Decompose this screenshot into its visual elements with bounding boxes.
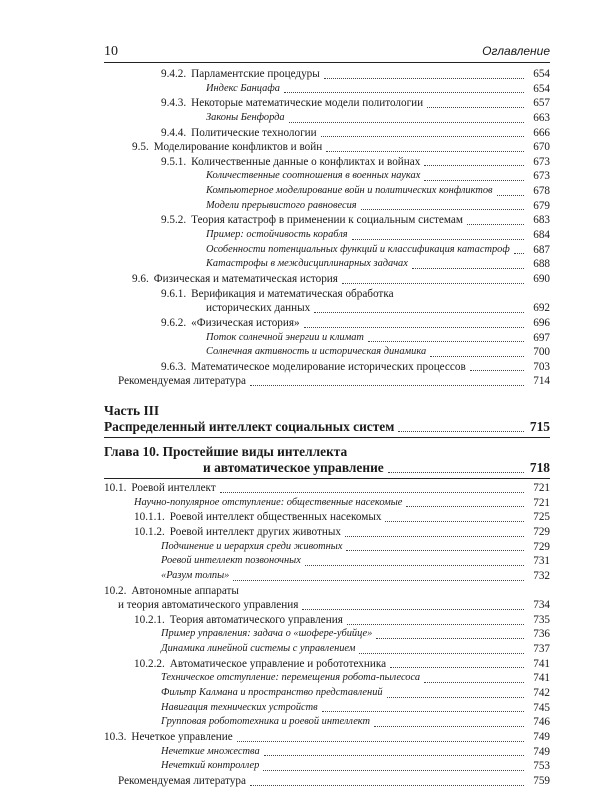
toc-entry-title: исторических данных <box>206 302 311 315</box>
toc-entry-title: Роевой интеллект позвоночных <box>161 555 301 567</box>
dot-leader <box>284 92 524 93</box>
toc-entry-title: и теория автоматического управления <box>118 599 299 612</box>
toc-entry-page: 731 <box>533 555 550 568</box>
toc-entry[interactable] <box>104 642 550 657</box>
part-title[interactable] <box>104 419 550 435</box>
dot-leader <box>385 521 524 522</box>
toc-entry-title: Индекс Банцафа <box>206 82 280 94</box>
toc-entry-number: 9.4.2. <box>161 67 187 80</box>
toc-entry-number: 9.4.3. <box>161 97 187 110</box>
toc-entry[interactable] <box>104 96 550 111</box>
toc-entry[interactable] <box>104 199 550 214</box>
dot-leader <box>359 653 524 654</box>
toc-entry-title: Катастрофы в междисциплинарных задачах <box>206 258 408 270</box>
toc-entry-number: 10.1.2. <box>134 526 165 538</box>
toc-entry-title: Количественные данные о конфликтах и войнах <box>191 155 421 168</box>
toc-entry-page: 670 <box>533 141 550 154</box>
toc-entry[interactable] <box>104 67 550 82</box>
toc-entry-page: 657 <box>533 97 550 110</box>
toc-entry-page: 684 <box>533 229 550 242</box>
toc-entry[interactable] <box>104 671 550 686</box>
toc-entry-title: Физическая и математическая история <box>153 272 338 285</box>
toc-entry-number: 9.5.1. <box>161 155 187 168</box>
toc-entry[interactable] <box>104 774 550 789</box>
toc-entry-page: 654 <box>533 82 550 95</box>
toc-entry-title: «Физическая история» <box>191 316 300 329</box>
dot-leader <box>220 492 524 493</box>
dot-leader <box>263 770 524 771</box>
toc-entry[interactable] <box>104 759 550 774</box>
dot-leader <box>233 580 524 581</box>
toc-entry[interactable] <box>104 257 550 272</box>
toc-entry-title: Пример управления: задача о «шофере-убийце» <box>161 628 373 640</box>
dot-leader <box>390 667 524 668</box>
toc-entry[interactable] <box>104 525 550 540</box>
toc-entry-title: Моделирование конфликтов и войн <box>153 141 323 154</box>
toc-entry-page: 732 <box>533 569 550 582</box>
toc-entry-title: Некоторые математические модели политологии <box>191 97 424 110</box>
toc-entry[interactable] <box>104 701 550 716</box>
toc-entry[interactable] <box>104 360 550 375</box>
toc-entry-page: 666 <box>533 126 550 139</box>
part-page: 715 <box>529 419 550 435</box>
toc-entry-title: Количественные соотношения в военных науках <box>206 170 421 182</box>
toc-entry-title: Автоматическое управление и робототехника <box>169 657 387 670</box>
toc-entry[interactable] <box>104 345 550 360</box>
dot-leader <box>302 609 524 610</box>
toc-entry-page: 749 <box>533 745 550 758</box>
toc-entry-page: 697 <box>533 331 550 344</box>
dot-leader <box>264 755 524 756</box>
toc-entry[interactable] <box>104 481 550 496</box>
toc-entry[interactable] <box>104 686 550 701</box>
dot-leader <box>342 283 524 284</box>
running-header <box>104 42 550 63</box>
toc-chapter-10 <box>104 481 550 788</box>
dot-leader <box>368 341 524 342</box>
dot-leader <box>412 268 524 269</box>
toc-entry-page: 721 <box>533 482 550 495</box>
dot-leader <box>324 78 524 79</box>
dot-leader <box>424 682 524 683</box>
toc-entry-title: Автономные аппараты <box>131 584 239 597</box>
toc-entry-page: 678 <box>533 185 550 198</box>
dot-leader <box>352 239 524 240</box>
dot-leader <box>376 638 524 639</box>
toc-entry[interactable] <box>104 715 550 730</box>
dot-leader <box>347 624 524 625</box>
dot-leader <box>374 726 524 727</box>
toc-entry[interactable] <box>104 496 550 511</box>
chapter-title-text: Глава 10. Простейшие виды интеллекта <box>104 444 348 460</box>
toc-entry[interactable] <box>104 243 550 258</box>
toc-entry-title: Нечеткие множества <box>161 745 260 757</box>
dot-leader <box>346 550 524 551</box>
dot-leader <box>322 711 524 712</box>
toc-entry-title: Техническое отступление: перемещения робота-пылесоса <box>161 672 421 684</box>
toc-entry-page: 692 <box>533 302 550 315</box>
toc-entry-page: 734 <box>533 599 550 612</box>
dot-leader <box>387 697 524 698</box>
toc-entry-page: 736 <box>533 628 550 641</box>
toc-entry[interactable] <box>104 374 550 389</box>
toc-entry-page: 721 <box>533 496 550 509</box>
dot-leader <box>470 370 524 371</box>
dot-leader <box>361 209 524 210</box>
toc-entry[interactable] <box>104 184 550 199</box>
toc-entry[interactable] <box>104 228 550 243</box>
toc-entry-title: Теория автоматического управления <box>169 613 343 626</box>
toc-entry-page: 673 <box>533 155 550 168</box>
toc-entry-page: 725 <box>533 511 550 524</box>
toc-entry-page: 729 <box>533 540 550 553</box>
part-label <box>104 403 550 419</box>
toc-entry-page: 759 <box>533 774 550 787</box>
toc-entry-page: 745 <box>533 701 550 714</box>
dot-leader <box>430 356 524 357</box>
toc-entry[interactable] <box>104 169 550 184</box>
toc-entry-title: Поток солнечной энергии и климат <box>206 331 364 343</box>
toc-entry[interactable] <box>104 584 550 599</box>
toc-entry[interactable] <box>104 82 550 97</box>
toc-entry-title: Навигация технических устройств <box>161 701 318 713</box>
dot-leader <box>424 180 524 181</box>
page-number: 10 <box>104 44 118 59</box>
toc-entry-title: Нечеткое управление <box>131 730 233 743</box>
toc-entry-title: «Разум толпы» <box>161 569 230 581</box>
toc-entry-page: 741 <box>533 657 550 670</box>
toc-entry-page: 735 <box>533 613 550 626</box>
dot-leader <box>467 224 524 225</box>
dot-leader <box>305 565 524 566</box>
toc-entry[interactable] <box>104 287 550 302</box>
part-label-text: Часть III <box>104 403 160 419</box>
toc-entry-page: 714 <box>533 375 550 388</box>
toc-entry[interactable] <box>104 316 550 331</box>
toc-entry-page: 729 <box>533 526 550 538</box>
toc-entry[interactable] <box>104 569 550 584</box>
section-title: Оглавление <box>482 44 550 58</box>
toc-entry-page: 746 <box>533 716 550 729</box>
dot-leader <box>304 327 524 328</box>
toc-entry-number: 10.2.2. <box>134 657 165 670</box>
chapter-subtitle-text: и автоматическое управление <box>203 460 384 476</box>
toc-entry-page: 687 <box>533 243 550 256</box>
toc-entry[interactable] <box>104 272 550 287</box>
toc-entry[interactable] <box>104 510 550 525</box>
toc-entry-title: Научно-популярное отступление: общественные насекомые <box>134 496 403 508</box>
toc-entry-title: Динамика линейной системы с управлением <box>161 643 356 655</box>
toc-entry-page: 654 <box>533 67 550 80</box>
toc-entry-page: 663 <box>533 111 550 124</box>
toc-entry[interactable] <box>104 613 550 628</box>
toc-entry-page: 741 <box>533 672 550 685</box>
toc-entry[interactable] <box>104 554 550 569</box>
toc-entry-page: 673 <box>533 170 550 183</box>
toc-chapter-9-tail <box>104 67 550 389</box>
chapter-page: 718 <box>529 460 550 476</box>
toc-entry[interactable] <box>104 111 550 126</box>
toc-entry-page: 696 <box>533 316 550 329</box>
toc-entry[interactable] <box>104 155 550 170</box>
toc-entry[interactable] <box>104 126 550 141</box>
toc-entry[interactable] <box>104 657 550 672</box>
dot-leader <box>427 107 524 108</box>
toc-entry[interactable] <box>104 730 550 745</box>
toc-entry-number: 9.6.2. <box>161 316 187 329</box>
toc-entry-title: Пример: остойчивость корабля <box>206 229 348 241</box>
toc-entry-title: Парламентские процедуры <box>191 67 320 80</box>
toc-entry-title: Роевой интеллект <box>131 482 216 495</box>
dot-leader <box>250 785 524 786</box>
toc-entry-page: 742 <box>533 687 550 700</box>
toc-entry-number: 10.1.1. <box>134 511 165 524</box>
toc-entry-number: 9.5.2. <box>161 214 187 227</box>
toc-entry[interactable] <box>104 140 550 155</box>
toc-entry-number: 9.6.1. <box>161 287 187 300</box>
dot-leader <box>326 151 524 152</box>
toc-entry-page: 679 <box>533 199 550 212</box>
toc-entry[interactable] <box>104 213 550 228</box>
dot-leader <box>289 122 524 123</box>
toc-entry-number: 9.5. <box>132 141 149 154</box>
toc-entry-number: 9.6. <box>132 272 149 285</box>
chapter-title-line2[interactable] <box>104 460 550 476</box>
toc-entry-title: Политические технологии <box>191 126 317 139</box>
toc-entry-title: Роевой интеллект общественных насекомых <box>169 511 382 524</box>
toc-entry-title: Теория катастроф в применении к социальным системам <box>191 214 463 227</box>
toc-entry-page: 737 <box>533 643 550 656</box>
toc-entry-number: 9.6.3. <box>161 360 187 373</box>
dot-leader <box>497 195 524 196</box>
dot-leader <box>424 165 524 166</box>
part-title-text: Распределенный интеллект социальных систем <box>104 419 395 435</box>
toc-entry-page: 749 <box>533 730 550 743</box>
toc-entry[interactable] <box>104 540 550 555</box>
toc-entry-page: 688 <box>533 258 550 271</box>
toc-entry-title: Особенности потенциальных функций и классификация катастроф <box>206 243 510 255</box>
toc-entry-title: Рекомендуемая литература <box>118 375 246 388</box>
toc-entry-title: Солнечная активность и историческая динамика <box>206 346 427 358</box>
toc-entry[interactable] <box>104 598 550 613</box>
dot-leader <box>514 253 524 254</box>
toc-entry-title: Подчинение и иерархия среди животных <box>161 540 343 552</box>
toc-entry-page: 703 <box>533 360 550 373</box>
toc-entry-page: 690 <box>533 272 550 285</box>
toc-entry[interactable] <box>104 745 550 760</box>
toc-entry-title: Математическое моделирование исторических процессов <box>191 360 466 373</box>
toc-entry-title: Верификация и математическая обработка <box>191 287 394 300</box>
dot-leader <box>250 385 524 386</box>
toc-entry-title: Компьютерное моделирование войн и политических конфликтов <box>206 185 493 197</box>
dot-leader <box>345 536 524 537</box>
toc-entry-number: 10.2.1. <box>134 613 165 626</box>
toc-entry-title: Фильтр Калмана и пространство представлений <box>161 687 383 699</box>
dot-leader <box>237 741 524 742</box>
chapter-title-line1[interactable] <box>104 444 550 460</box>
toc-entry[interactable] <box>104 331 550 346</box>
toc-entry-title: Групповая робототехника и роевой интеллект <box>161 716 371 728</box>
dot-leader <box>406 506 524 507</box>
toc-entry-title: Законы Бенфорда <box>206 111 285 123</box>
toc-entry-title: Рекомендуемая литература <box>118 774 246 787</box>
toc-entry-page: 700 <box>533 346 550 359</box>
toc-entry-number: 10.1. <box>104 482 127 495</box>
table-of-contents <box>104 67 550 789</box>
toc-entry-number: 10.3. <box>104 730 127 743</box>
toc-entry[interactable] <box>104 628 550 643</box>
toc-entry-title: Модели прерывистого равновесия <box>206 199 357 211</box>
toc-entry-page: 683 <box>533 214 550 227</box>
toc-entry-number: 9.4.4. <box>161 126 187 139</box>
toc-entry-number: 10.2. <box>104 584 127 597</box>
toc-entry-page: 753 <box>533 760 550 773</box>
toc-entry-title: Нечеткий контроллер <box>161 760 260 772</box>
dot-leader <box>321 136 524 137</box>
toc-entry[interactable] <box>104 301 550 316</box>
dot-leader <box>314 312 524 313</box>
toc-entry-title: Роевой интеллект других животных <box>169 526 341 538</box>
